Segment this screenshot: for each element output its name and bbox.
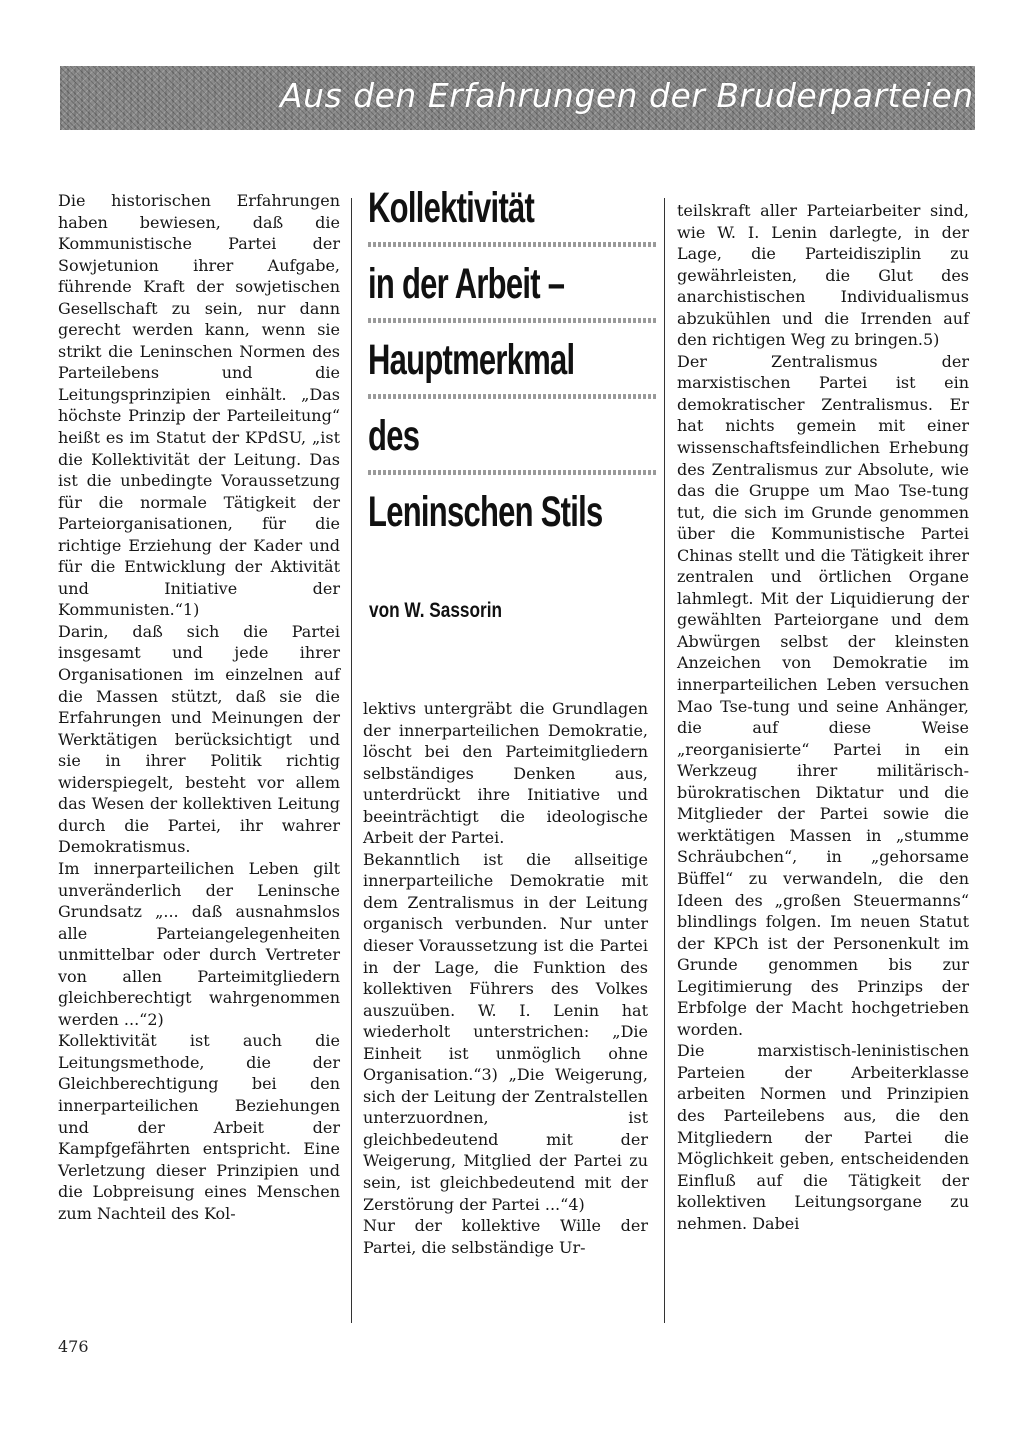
headline-line: in der Arbeit –: [368, 260, 565, 308]
page-number: 476: [58, 1337, 89, 1356]
text-column-1: [58, 190, 340, 1224]
paragraph: teilskraft aller Parteiarbeiter sind, wie W. I. Lenin darlegte, in der Lage, die Parteidisziplin zu gewährleisten, die Glut des anarchistischen Individualismus abzukühlen und die Irrenden auf den richtigen Weg zu bringen.5): [677, 201, 969, 350]
paragraph: Die marxistisch-leninistischen Parteien der Arbeiterklasse arbeiten Normen und Prinzipien des Parteilebens aus, die den Mitgliedern der Partei die Möglichkeit geben, entscheidenden Einfluß auf die Tätigkeit der kollektiven Leitungsorgane zu nehmen. Dabei: [677, 1041, 969, 1233]
paragraph: Die historischen Erfahrungen haben bewiesen, daß die Kommunistische Partei der Sowjetunion ihrer Aufgabe, führende Kraft der sowjetischen Gesellschaft zu sein, nur dann gerecht werden kann, wenn sie strikt die Leninschen Normen des Parteilebens und die Leitungsprinzipien einhält. „Das höchste Prinzip der Parteileitung“ heißt es im Statut der KPdSU, „ist die Kollektivität der Leitung. Das ist die unbedingte Voraussetzung für die normale Tätigkeit der Parteiorganisationen, für die richtige Erziehung der Kader und für die Entwicklung der Aktivität und Initiative der Kommunisten.“1): [58, 191, 340, 620]
headline-rule: [368, 318, 658, 323]
headline-line: Hauptmerkmal: [368, 336, 575, 384]
paragraph: Bekanntlich ist die allseitige innerparteiliche Demokratie mit dem Zentralismus in der Leitung organisch verbunden. Nur unter dieser Voraussetzung ist die Partei in der Lage, die Funktion des kollektiven Führers des Volkes auszuüben. W. I. Lenin hat wiederholt unterstrichen: „Die Einheit ist unmöglich ohne Organisation.“3) „Die Weigerung, sich der Leitung der Zentralstellen unterzuordnen, ist gleichbedeutend mit der Weigerung, Mitglied der Partei zu sein, ist gleichbedeutend mit der Zerstörung der Partei ...“4): [363, 849, 648, 1214]
column-divider-right: [664, 198, 665, 1323]
text-column-3: [677, 200, 969, 1234]
headline-line: Kollektivität: [368, 184, 535, 232]
text-column-2: [363, 698, 648, 1258]
article-headline: [368, 186, 660, 534]
section-banner: [60, 66, 975, 130]
paragraph: lektivs untergräbt die Grundlagen der innerparteilichen Demokratie, löscht bei den Parteimitgliedern selbständiges Denken aus, unterdrückt ihre Initiative und beeinträchtigt die ideologische Arbeit der Partei.: [363, 699, 648, 848]
headline-rule: [368, 470, 658, 475]
headline-rule: [368, 242, 658, 247]
paragraph: Kollektivität ist auch die Leitungsmethode, die der Gleichberechtigung bei den innerparteilichen Beziehungen und der Arbeit der Kampfgefährten entspricht. Eine Verletzung dieser Prinzipien und die Lobpreisung eines Menschen zum Nachteil des Kol-: [58, 1031, 340, 1223]
section-title: Aus den Erfahrungen der Bruderparteien: [280, 76, 974, 115]
paragraph: Nur der kollektive Wille der Partei, die selbständige Ur-: [363, 1216, 648, 1257]
byline: von W. Sassorin: [369, 599, 503, 622]
paragraph: Darin, daß sich die Partei insgesamt und jede ihrer Organisationen im einzelnen auf die Massen stützt, daß sie die Erfahrungen und Meinungen der Werktätigen berücksichtigt und sie in ihrer Politik richtig widerspiegelt, besteht vor allem das Wesen der kollektiven Leitung durch die Partei, ihr wahrer Demokratismus.: [58, 621, 340, 857]
headline-rule: [368, 394, 658, 399]
paragraph: Im innerparteilichen Leben gilt unveränderlich der Leninsche Grundsatz „... daß ausnahmslos alle Parteiangelegenheiten unmittelbar oder durch Vertreter von allen Parteimitgliedern gleichberechtigt wahrgenommen werden ...“2): [58, 858, 340, 1029]
paragraph: Der Zentralismus der marxistischen Partei ist ein demokratischer Zentralismus. Er hat nichts gemein mit einer wissenschaftsfeindlichen Erhebung des Zentralismus zur Absolute, wie das die Gruppe um Mao Tse-tung tut, die sich im Grunde genommen über die Kommunistische Partei Chinas stellt und die Tätigkeit ihrer zentralen und örtlichen Organe lahmlegt. Mit der Liquidierung der gewählten Parteiorgane und dem Abwürgen selbst der kleinsten Anzeichen von Demokratie im innerparteilichen Leben versuchen Mao Tse-tung und seine Anhänger, die auf diese Weise „reorganisierte“ Partei in ein Werkzeug ihrer militärisch-bürokratischen Diktatur und die Mitglieder der Partei sowie die werktätigen Massen in „stumme Schräubchen“, in „gehorsame Büffel“ zu verwandeln, die den Ideen des „großen Steuermanns“ blindlings folgen. Im neuen Statut der KPCh ist der Personenkult im Grunde genommen bis zur Legitimierung des Prinzips der Erbfolge der Macht hochgetrieben worden.: [677, 351, 969, 1039]
headline-line: des: [368, 412, 420, 460]
column-divider-left: [351, 198, 352, 1323]
headline-line: Leninschen Stils: [368, 488, 603, 536]
